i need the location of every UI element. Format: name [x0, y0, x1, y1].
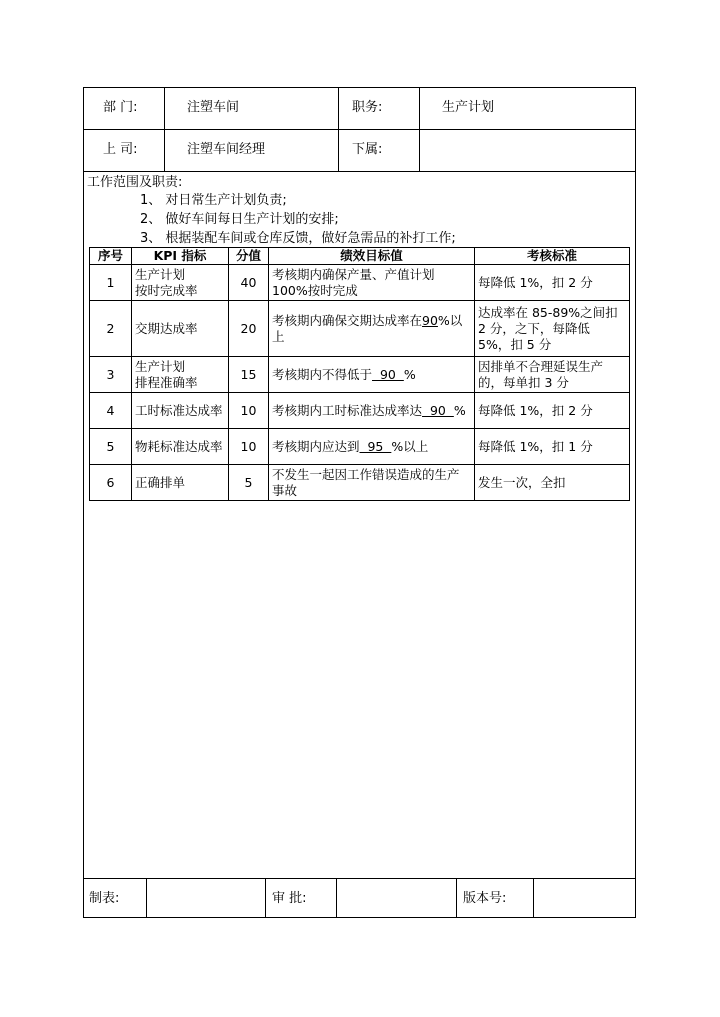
- row-target: [269, 301, 475, 357]
- scope-title: 工作范围及职责:: [87, 175, 183, 190]
- table-row: [90, 265, 630, 301]
- target-text: 考核期内工时标准达成率达: [272, 402, 423, 418]
- row-target: [269, 429, 475, 465]
- row-standard: 因排单不合理延误生产的，每单扣 3 分: [475, 357, 630, 393]
- col-divider: [336, 878, 337, 918]
- row-score: 10: [229, 393, 269, 429]
- row-standard: 每降低 1%，扣 2 分: [475, 393, 630, 429]
- dept-value: 注塑车间: [187, 100, 240, 115]
- row-no: 5: [90, 429, 132, 465]
- row-target: [269, 265, 475, 301]
- row-no: 2: [90, 301, 132, 357]
- table-row: [90, 301, 630, 357]
- row-score: 40: [229, 265, 269, 301]
- target-text: 考核期内应达到: [272, 438, 360, 454]
- row-standard: 每降低 1%，扣 1 分: [475, 429, 630, 465]
- col-divider: [338, 87, 339, 171]
- target-text: 不发生一起因工作错误造成的生产事故: [272, 466, 460, 498]
- col-divider: [164, 87, 165, 171]
- row-no: 3: [90, 357, 132, 393]
- target-value: 90: [422, 402, 454, 418]
- row-target: [269, 465, 475, 501]
- row-no: 1: [90, 265, 132, 301]
- target-suffix: %以上: [272, 312, 463, 344]
- col-divider: [146, 878, 147, 918]
- version-label: 版本号:: [463, 891, 507, 906]
- row-score: 20: [229, 301, 269, 357]
- col-divider: [419, 87, 420, 171]
- row-no: 6: [90, 465, 132, 501]
- sub-label: 下属:: [352, 142, 383, 157]
- table-row: [90, 393, 630, 429]
- target-text: 考核期内确保产量、产值计划 100%按时完成: [272, 266, 435, 298]
- col-divider: [456, 878, 457, 918]
- table-header-row: [90, 248, 630, 265]
- position-label: 职务:: [352, 100, 383, 115]
- scope-item: 1、 对日常生产计划负责;: [140, 193, 287, 208]
- target-value: 95: [359, 438, 392, 454]
- row-target: [269, 393, 475, 429]
- header-kpi: KPI 指标: [132, 248, 229, 265]
- dept-label: 部 门:: [103, 100, 138, 115]
- row-standard: 发生一次，全扣: [475, 465, 630, 501]
- target-suffix: %以上: [391, 438, 429, 454]
- col-divider: [533, 878, 534, 918]
- boss-value: 注塑车间经理: [187, 142, 266, 157]
- approve-label: 审 批:: [272, 891, 307, 906]
- target-text: 考核期内不得低于: [272, 366, 373, 382]
- row-kpi: 生产计划 排程准确率: [132, 357, 229, 393]
- scope-item: 3、 根据装配车间或仓库反馈，做好急需品的补打工作;: [140, 231, 456, 246]
- position-value: 生产计划: [442, 100, 495, 115]
- row-score: 5: [229, 465, 269, 501]
- row-score: 10: [229, 429, 269, 465]
- made-by-label: 制表:: [89, 891, 120, 906]
- row-divider: [83, 129, 636, 130]
- col-divider: [265, 878, 266, 918]
- row-divider: [83, 171, 636, 172]
- target-text: 考核期内确保交期达成率在: [272, 312, 423, 328]
- target-value: 90: [422, 312, 438, 328]
- target-suffix: %: [403, 366, 416, 382]
- row-standard: 达成率在 85-89%之间扣 2 分，之下，每降低 5%，扣 5 分: [475, 301, 630, 357]
- header-score: 分值: [229, 248, 269, 265]
- header-standard: 考核标准: [475, 248, 630, 265]
- kpi-table: [89, 247, 630, 501]
- header-target: 绩效目标值: [269, 248, 475, 265]
- scope-item: 2、 做好车间每日生产计划的安排;: [140, 212, 339, 227]
- target-value: 90: [372, 366, 404, 382]
- row-standard: 每降低 1%，扣 2 分: [475, 265, 630, 301]
- boss-label: 上 司:: [103, 142, 138, 157]
- table-row: [90, 465, 630, 501]
- row-kpi: 工时标准达成率: [132, 393, 229, 429]
- table-row: [90, 429, 630, 465]
- header-no: 序号: [90, 248, 132, 265]
- row-no: 4: [90, 393, 132, 429]
- row-score: 15: [229, 357, 269, 393]
- row-kpi: 正确排单: [132, 465, 229, 501]
- row-kpi: 生产计划 按时完成率: [132, 265, 229, 301]
- row-kpi: 交期达成率: [132, 301, 229, 357]
- target-suffix: %: [453, 402, 466, 418]
- table-row: [90, 357, 630, 393]
- row-kpi: 物耗标准达成率: [132, 429, 229, 465]
- row-target: [269, 357, 475, 393]
- footer-divider: [83, 878, 636, 879]
